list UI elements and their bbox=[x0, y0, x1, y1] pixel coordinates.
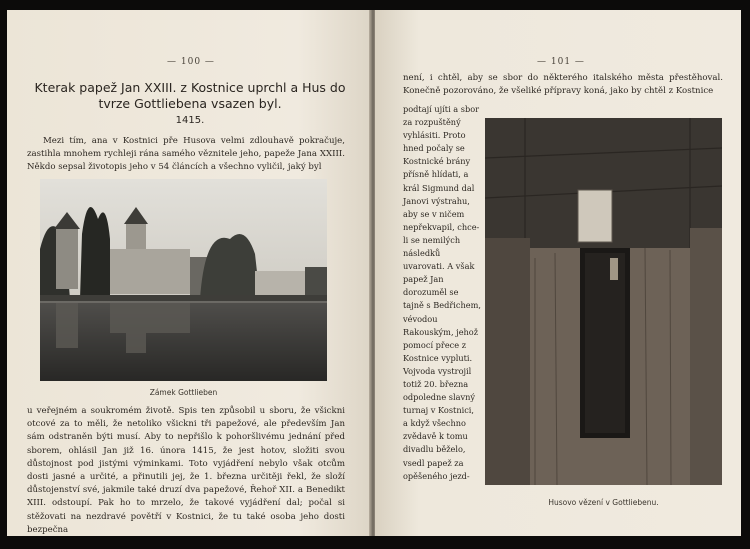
page-number: — 101 — bbox=[537, 57, 585, 67]
photo-caption: Husovo vězení v Gottliebenu. bbox=[548, 498, 659, 507]
body-paragraph: Mezi tím, ana v Kostnici pře Husova velmi zdlouhavě pokračuje, zastihla mnohem rychleji rána samého věznitele jeho, papeže Jana XXIII. Někdo sepsal životopis jeho v 54 článcích a všechno vyličil, jaký byl bbox=[27, 136, 345, 173]
prison-cell-photo bbox=[485, 118, 722, 485]
right-page bbox=[375, 10, 741, 536]
page-number: — 100 — bbox=[167, 57, 215, 67]
chapter-year: 1415. bbox=[175, 115, 205, 126]
photo-caption: Zámek Gottlieben bbox=[149, 388, 218, 397]
castle-photo bbox=[40, 179, 327, 381]
chapter-title: Kterak papež Jan XXIII. z Kostnice uprchl a Hus do tvrze Gottliebena vsazen byl. bbox=[34, 80, 346, 111]
body-paragraph: u veřejném a soukromém životě. Spis ten způsobil u sboru, že všickni otcové za to měli, že netoliko všickni tři papežové, ale především Jan sám odstraněn býti musí. Aby to nepřišlo k pohoršlivému jednání před sborem, ohlásil Jan již 16. února 1415, že jest hotov, složiti svou důstojnost pod jistými výminkami. Toto vyjádření nebylo však otcům dosti jasné a určité, a přinutili jej, že 1. března určitěji řekl, že složí důstojenství své, jakmile také druzí dva papežové, Řehoř XII. a Benedikt XIII. odstoupí. Pak ho to mrzelo, že takové vyjádření dal; počal si stěžovati na nezdravé povětří v Kostnici, že tu také osoba jeho dosti bezpečna bbox=[27, 406, 345, 535]
left-page bbox=[7, 10, 371, 536]
body-paragraph: není, i chtěl, aby se sbor do některého italského města přestěhoval. Konečně pozorováno, že všeliké přípravy koná, jako by chtěl z Kostnice bbox=[403, 73, 723, 97]
narrow-text-column: podtají ujíti a sbor za rozpuštěný vyhlásiti. Proto hned počaly se Kostnické brány přísně hlídati, a král Sigmund dal Janovi výstrahu, aby se v ničem nepřekvapil, chce-li se nemilých následků uvarovati. A však papež Jan dorozuměl se tajně s Bedřichem, vévodou Rakouským, jehož pomocí přece z Kostnice vypluti. Vojvoda vystrojil totiž 20. března odpoledne slavný turnaj v Kostnici, a když všechno zvědavě k tomu divadlu běželo, vsedl papež za opěšeného jezd- bbox=[403, 104, 481, 481]
